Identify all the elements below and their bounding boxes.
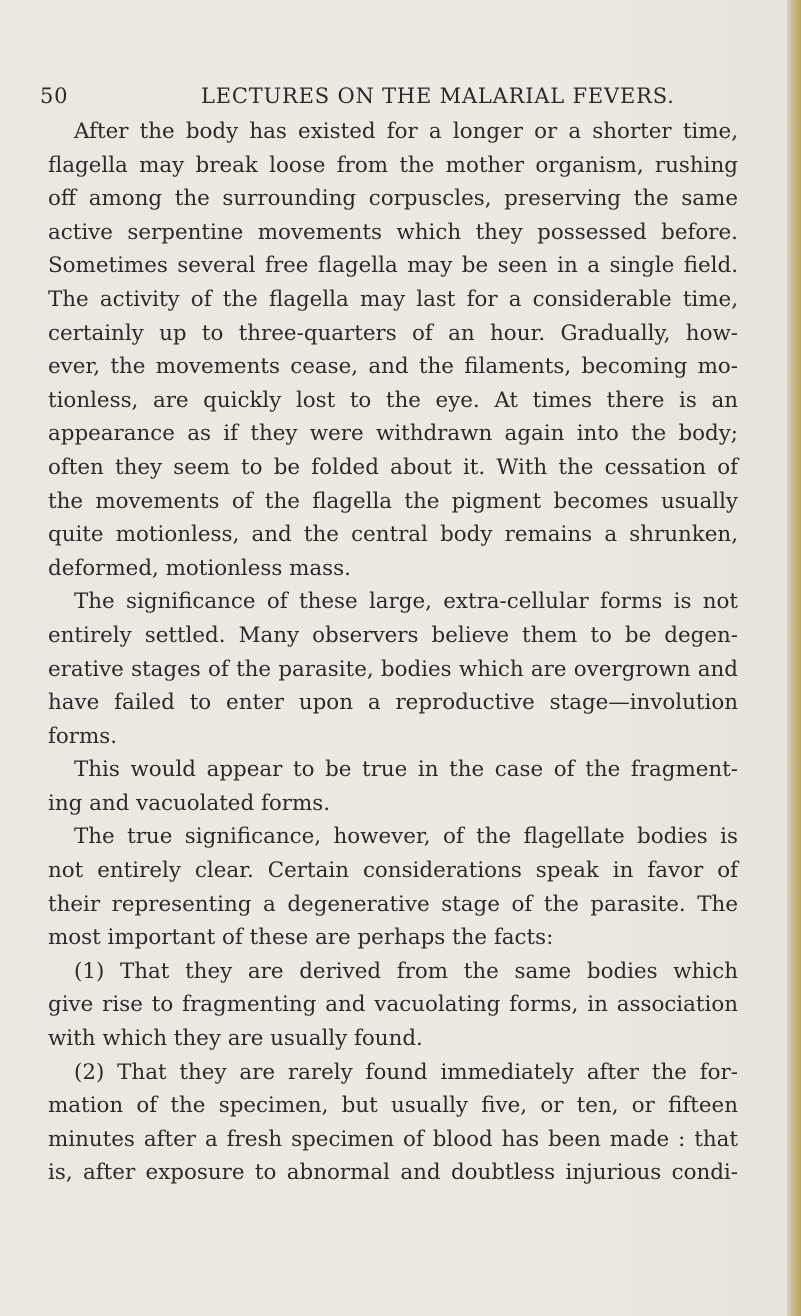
text-line: forms. (48, 723, 118, 749)
text-line: often they seem to be folded about it. With the cessation of (48, 454, 738, 480)
text-line: mation of the specimen, but usually five, or ten, or fifteen (48, 1093, 738, 1119)
running-title: LECTURES ON THE MALARIAL FEVERS. (201, 84, 675, 108)
text-line: ing and vacuolated forms. (48, 790, 331, 816)
text-line: After the body has existed for a longer or a shorter time, (74, 119, 738, 144)
text-line: quite motionless, and the central body remains a shrunken, (48, 522, 738, 548)
text-line: deformed, motionless mass. (48, 555, 351, 581)
text-line: give rise to fragmenting and vacuolating forms, in association (48, 992, 738, 1018)
text-line: is, after exposure to abnormal and doubtless injurious condi- (48, 1160, 738, 1186)
text-line: certainly up to three-quarters of an hour. Gradually, how- (48, 320, 738, 346)
text-line: Sometimes several free flagella may be seen in a single field. (48, 253, 738, 279)
text-line: their representing a degenerative stage of the parasite. The (48, 891, 738, 917)
text-line: active serpentine movements which they possessed before. (48, 219, 738, 245)
text-line: The true significance, however, of the flagellate bodies is (74, 824, 738, 850)
text-line: appearance as if they were withdrawn again into the body; (48, 421, 738, 447)
text-line: not entirely clear. Certain considerations speak in favor of (48, 858, 738, 884)
running-head (40, 84, 740, 118)
page-edge (787, 0, 801, 1316)
text-line: tionless, are quickly lost to the eye. At times there is an (48, 387, 738, 413)
body-text (48, 115, 738, 1190)
text-line: with which they are usually found. (48, 1026, 423, 1052)
text-line: entirely settled. Many observers believe them to be degen- (48, 622, 738, 648)
page-number: 50 (40, 84, 69, 108)
text-line: This would appear to be true in the case of the fragment- (74, 757, 738, 783)
text-line: have failed to enter upon a reproductive stage—involution (48, 690, 738, 716)
text-line: ever, the movements cease, and the filaments, becoming mo- (48, 354, 738, 380)
text-line: (1) That they are derived from the same bodies which (74, 958, 738, 984)
text-line: off among the surrounding corpuscles, preserving the same (48, 186, 738, 212)
text-line: most important of these are perhaps the facts: (48, 925, 554, 951)
text-line: the movements of the flagella the pigment becomes usually (48, 488, 738, 514)
text-line: The activity of the flagella may last for a considerable time, (48, 286, 738, 312)
text-line: minutes after a fresh specimen of blood has been made : that (48, 1126, 738, 1152)
text-line: (2) That they are rarely found immediately after the for- (74, 1059, 738, 1085)
text-line: flagella may break loose from the mother organism, rushing (48, 152, 738, 178)
text-line: The significance of these large, extra-cellular forms is not (74, 589, 738, 615)
text-line: erative stages of the parasite, bodies which are overgrown and (48, 656, 738, 682)
